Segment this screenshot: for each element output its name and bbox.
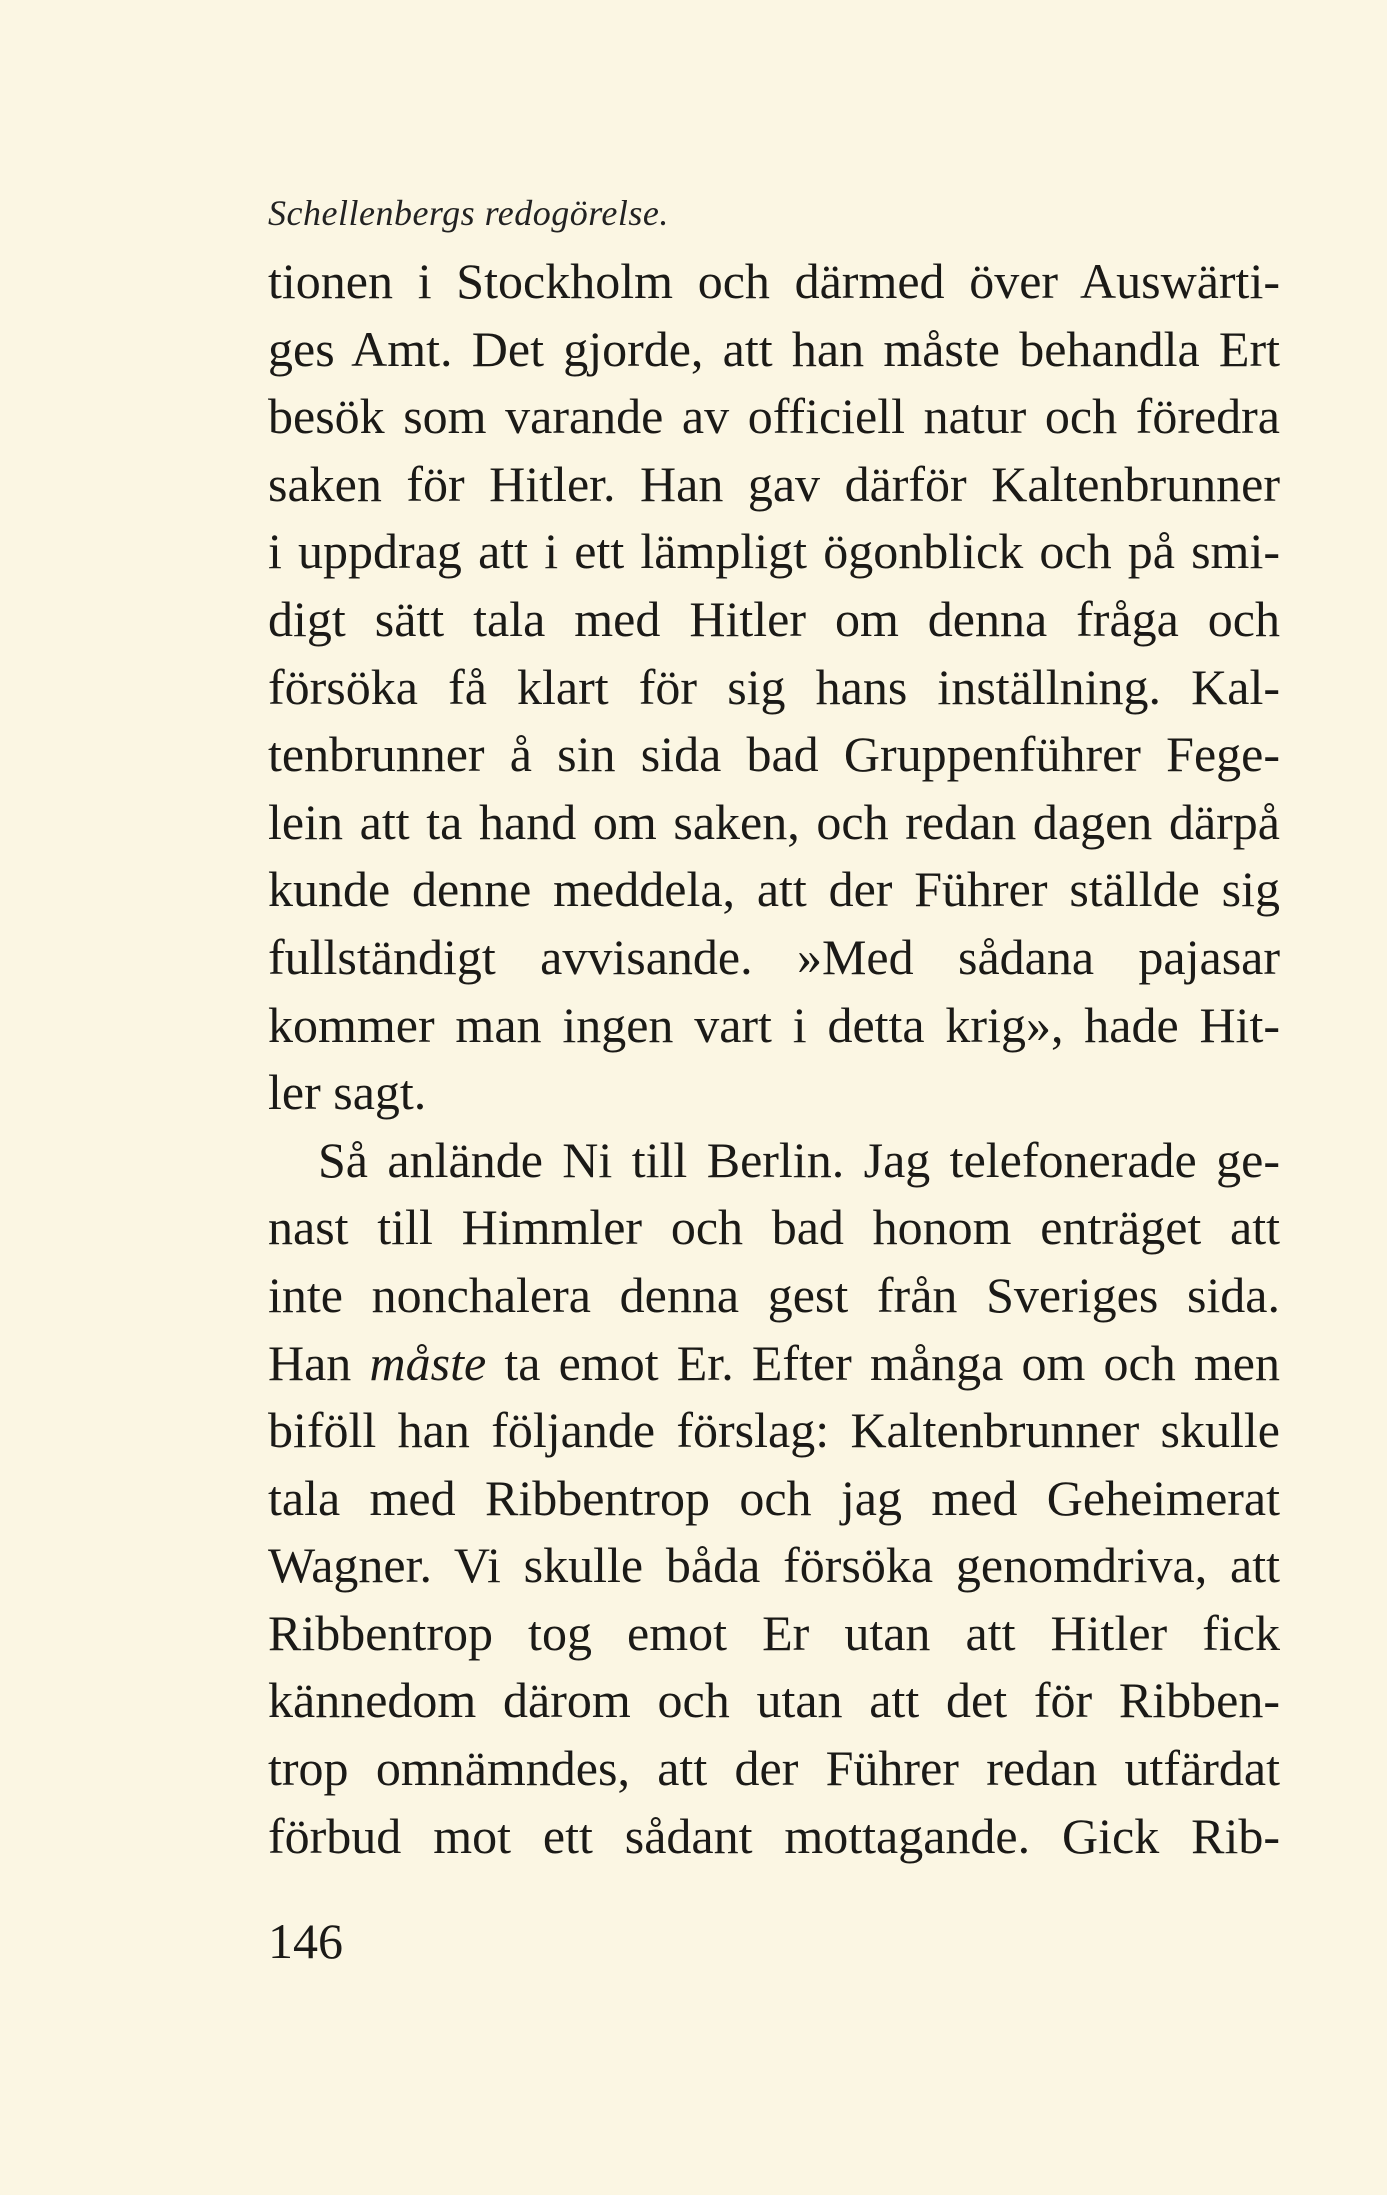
line-segment: ta emot Er. Efter många om och men	[486, 1334, 1280, 1391]
body-text	[268, 248, 1280, 1870]
text-line: besök som varande av officiell natur och föredra	[268, 388, 1280, 445]
text-line: trop omnämndes, att der Führer redan utfärdat	[268, 1740, 1280, 1797]
text-line: saken för Hitler. Han gav därför Kaltenbrunner	[268, 455, 1280, 512]
text-line: Ribbentrop tog emot Er utan att Hitler fick	[268, 1604, 1280, 1661]
text-line: ges Amt. Det gjorde, att han måste behandla Ert	[268, 320, 1280, 377]
paragraph-start-line: Så anlände Ni till Berlin. Jag telefonerade ge-	[318, 1131, 1280, 1188]
text-line: tala med Ribbentrop och jag med Geheimerat	[268, 1469, 1280, 1526]
line-segment: Han	[268, 1334, 370, 1391]
text-line: förbud mot ett sådant mottagande. Gick Rib-	[268, 1807, 1280, 1864]
text-line: biföll han följande förslag: Kaltenbrunner skulle	[268, 1402, 1280, 1459]
text-line: digt sätt tala med Hitler om denna fråga och	[268, 590, 1280, 647]
text-line: tionen i Stockholm och därmed över Auswärti-	[268, 253, 1280, 309]
text-line: inte nonchalera denna gest från Sveriges sida.	[268, 1266, 1280, 1323]
text-line: kommer man ingen vart i detta krig», hade Hit-	[268, 996, 1280, 1053]
text-line: Wagner. Vi skulle båda försöka genomdriva, att	[268, 1537, 1280, 1594]
text-line: fullständigt avvisande. »Med sådana pajasar	[268, 928, 1280, 985]
text-line: i uppdrag att i ett lämpligt ögonblick och på smi-	[268, 523, 1280, 580]
text-line: lein att ta hand om saken, och redan dagen därpå	[268, 793, 1280, 850]
paragraph-end-line: ler sagt.	[268, 1064, 427, 1121]
page-number: 146	[268, 1913, 343, 1969]
text-line: kännedom därom och utan att det för Ribben-	[268, 1672, 1280, 1729]
text-line: tenbrunner å sin sida bad Gruppenführer Fege-	[268, 726, 1280, 783]
text-line: försöka få klart för sig hans inställning. Kal-	[268, 658, 1280, 715]
running-head: Schellenbergs redogörelse.	[268, 193, 669, 233]
emphasized-word: måste	[369, 1334, 487, 1391]
text-line: nast till Himmler och bad honom enträget att	[268, 1199, 1280, 1256]
text-line-with-emphasis	[268, 1330, 1280, 1398]
text-line: kunde denne meddela, att der Führer ställde sig	[268, 861, 1280, 918]
